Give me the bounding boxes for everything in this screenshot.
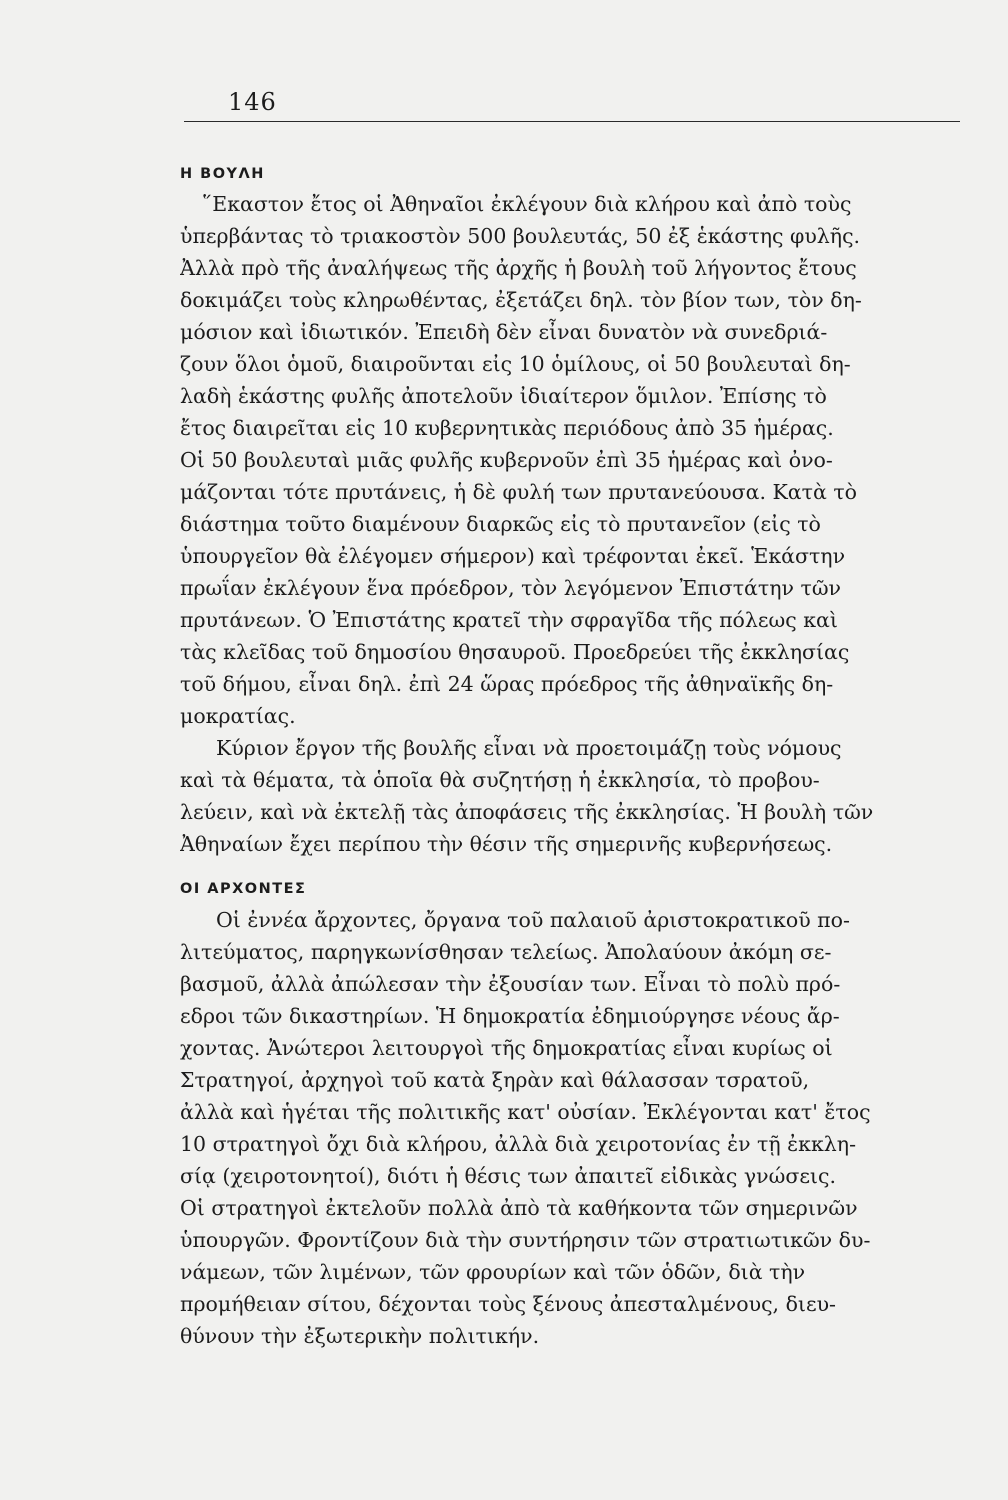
section-body-archons <box>180 904 966 1352</box>
text-line: ζουν ὅλοι ὁμοῦ, διαιροῦνται εἰς 10 ὁμίλους, οἱ 50 βουλευταὶ δη- <box>180 352 851 376</box>
text-line: βασμοῦ, ἀλλὰ ἀπώλεσαν τὴν ἐξουσίαν των. Εἶναι τὸ πολὺ πρό- <box>180 972 841 996</box>
text-line: θύνουν τὴν ἐξωτερικὴν πολιτικήν. <box>180 1324 540 1348</box>
text-line: Οἱ στρατηγοὶ ἐκτελοῦν πολλὰ ἀπὸ τὰ καθήκοντα τῶν σημερινῶν <box>180 1196 858 1220</box>
page-number: 146 <box>228 88 277 116</box>
text-line: ὑπερβάντας τὸ τριακοστὸν 500 βουλευτάς, 50 ἐξ ἑκάστης φυλῆς. <box>180 224 861 248</box>
text-line: λαδὴ ἑκάστης φυλῆς ἀποτελοῦν ἰδιαίτερον ὅμιλον. Ἐπίσης τὸ <box>180 384 827 408</box>
text-line: νάμεων, τῶν λιμένων, τῶν φρουρίων καὶ τῶν ὁδῶν, διὰ τὴν <box>180 1260 806 1284</box>
text-line: εδροι τῶν δικαστηρίων. Ἡ δημοκρατία ἐδημιούργησε νέους ἄρ- <box>180 1004 840 1028</box>
text-line: σίᾳ (χειροτονητοί), διότι ἡ θέσις των ἀπαιτεῖ εἰδικὰς γνώσεις. <box>180 1164 836 1188</box>
text-line: ὑπουργῶν. Φροντίζουν διὰ τὴν συντήρησιν τῶν στρατιωτικῶν δυ- <box>180 1228 871 1252</box>
text-line: τοῦ δήμου, εἶναι δηλ. ἐπὶ 24 ὥρας πρόεδρος τῆς ἀθηναϊκῆς δη- <box>180 672 834 696</box>
section-heading-archons: ΟΙ ΑΡΧΟΝΤΕΣ <box>180 881 307 897</box>
section-body-boule <box>180 188 966 860</box>
text-line: καὶ τὰ θέματα, τὰ ὁποῖα θὰ συζητήσῃ ἡ ἐκκλησία, τὸ προβου- <box>180 768 820 792</box>
text-line: ἔτος διαιρεῖται εἰς 10 κυβερνητικὰς περιόδους ἀπὸ 35 ἡμέρας. <box>180 416 834 440</box>
text-line: ὑπουργεῖον θὰ ἐλέγομεν σήμερον) καὶ τρέφονται ἐκεῖ. Ἑκάστην <box>180 544 846 568</box>
text-line: πρυτάνεων. Ὁ Ἐπιστάτης κρατεῖ τὴν σφραγῖδα τῆς πόλεως καὶ <box>180 608 838 632</box>
text-line: ῞Εκαστον ἔτος οἱ Ἀθηναῖοι ἐκλέγουν διὰ κλήρου καὶ ἀπὸ τοὺς <box>202 192 852 216</box>
text-line: μόσιον καὶ ἰδιωτικόν. Ἐπειδὴ δὲν εἶναι δυνατὸν νὰ συνεδριά- <box>180 320 828 344</box>
text-line: διάστημα τοῦτο διαμένουν διαρκῶς εἰς τὸ πρυτανεῖον (εἰς τὸ <box>180 512 821 536</box>
text-line: λιτεύματος, παρηγκωνίσθησαν τελείως. Ἀπολαύουν ἀκόμη σε- <box>180 940 832 964</box>
text-line: 10 στρατηγοὶ ὄχι διὰ κλήρου, ἀλλὰ διὰ χειροτονίας ἐν τῇ ἐκκλη- <box>180 1132 857 1156</box>
text-line: Κύριον ἔργον τῆς βουλῆς εἶναι νὰ προετοιμάζῃ τοὺς νόμους <box>216 736 842 760</box>
text-line: πρωΐαν ἐκλέγουν ἕνα πρόεδρον, τὸν λεγόμενον Ἐπιστάτην τῶν <box>180 576 841 600</box>
text-line: Οἱ ἐννέα ἄρχοντες, ὄργανα τοῦ παλαιοῦ ἀριστοκρατικοῦ πο- <box>216 908 850 932</box>
text-line: προμήθειαν σίτου, δέχονται τοὺς ξένους ἀπεσταλμένους, διευ- <box>180 1292 836 1316</box>
text-line: Ἀλλὰ πρὸ τῆς ἀναλήψεως τῆς ἀρχῆς ἡ βουλὴ τοῦ λήγοντος ἔτους <box>180 256 857 280</box>
text-line: δοκιμάζει τοὺς κληρωθέντας, ἐξετάζει δηλ. τὸν βίον των, τὸν δη- <box>180 288 862 312</box>
text-line: τὰς κλεῖδας τοῦ δημοσίου θησαυροῦ. Προεδρεύει τῆς ἐκκλησίας <box>180 640 850 664</box>
text-line: λεύειν, καὶ νὰ ἐκτελῇ τὰς ἀποφάσεις τῆς ἐκκλησίας. Ἡ βουλὴ τῶν <box>180 800 874 824</box>
text-line: Ἀθηναίων ἔχει περίπου τὴν θέσιν τῆς σημερινῆς κυβερνήσεως. <box>180 832 833 856</box>
header-rule <box>184 121 960 122</box>
section-heading-boule: Η ΒΟΥΛΗ <box>180 166 265 182</box>
text-line: μοκρατίας. <box>180 704 296 728</box>
text-line: χοντας. Ἀνώτεροι λειτουργοὶ τῆς δημοκρατίας εἶναι κυρίως οἱ <box>180 1036 833 1060</box>
text-line: Οἱ 50 βουλευταὶ μιᾶς φυλῆς κυβερνοῦν ἐπὶ 35 ἡμέρας καὶ ὀνο- <box>180 448 833 472</box>
text-line: ἀλλὰ καὶ ἡγέται τῆς πολιτικῆς κατ' οὐσίαν. Ἐκλέγονται κατ' ἔτος <box>180 1100 871 1124</box>
text-line: Στρατηγοί, ἀρχηγοὶ τοῦ κατὰ ξηρὰν καὶ θάλασσαν τσρατοῦ, <box>180 1068 810 1092</box>
text-line: μάζονται τότε πρυτάνεις, ἡ δὲ φυλή των πρυτανεύουσα. Κατὰ τὸ <box>180 480 858 504</box>
